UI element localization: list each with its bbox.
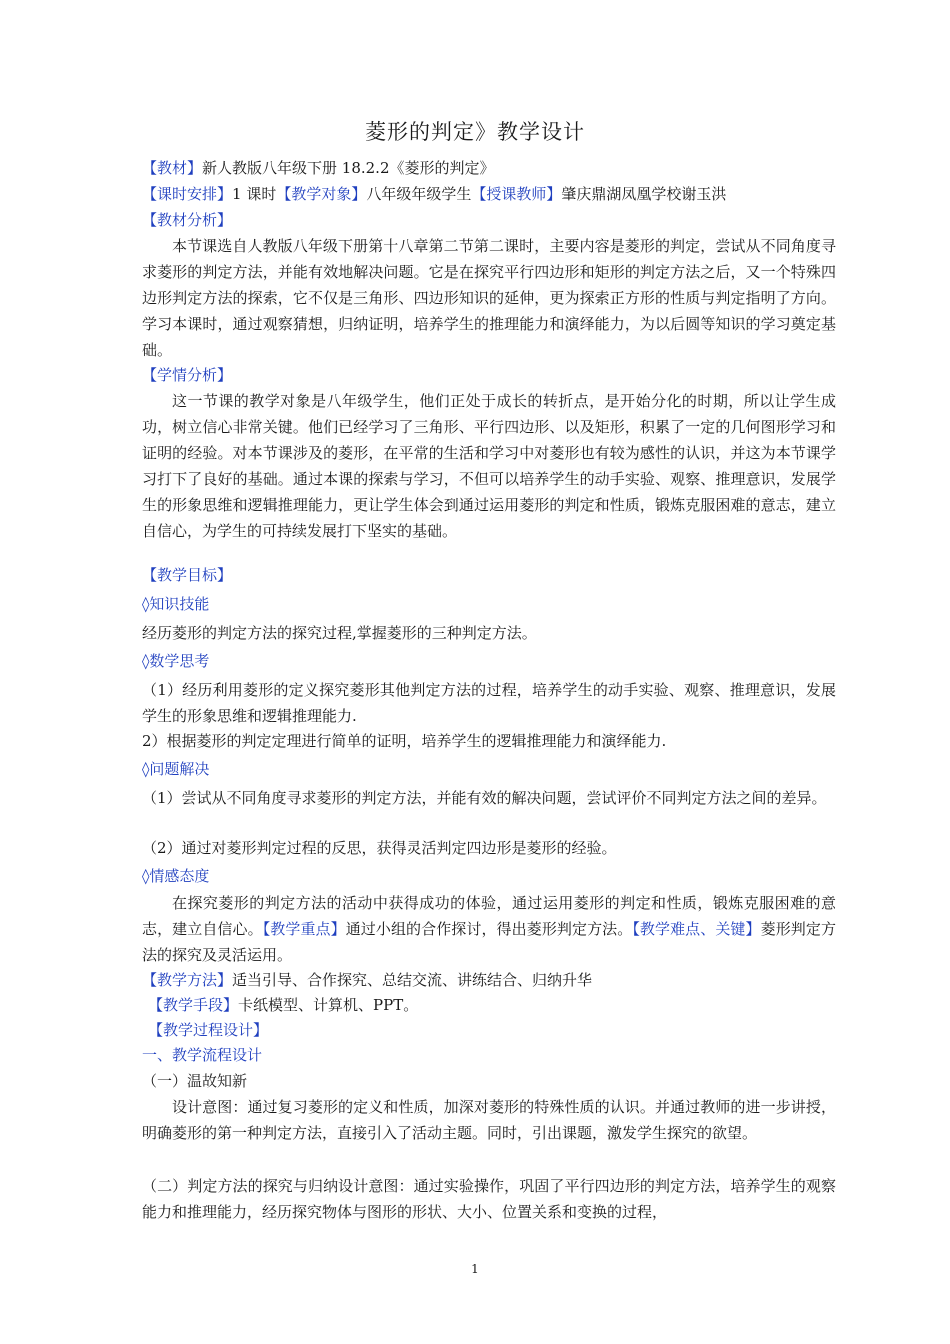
analysis-paragraph: 本节课选自人教版八年级下册第十八章第二节第二课时，主要内容是菱形的判定，尝试从不同角度寻求菱形的判定方法，并能有效地解决问题。它是在探究平行四边形和矩形的判定方法之后，又一个特殊四边形判定方法的探索，它不仅是三角形、四边形知识的延伸，更为探索正方形的性质与判定指明了方向。学习本课时，通过观察猜想，归纳证明，培养学生的推理能力和演绎能力，为以后圆等知识的学习奠定基础。 (142, 237, 836, 359)
schedule-label: 【课时安排】 (142, 185, 233, 203)
knowledge-text: 经历菱形的判定方法的探究过程,掌握菱形的三种判定方法。 (142, 624, 537, 642)
key-point-label: 【教学重点】 (262, 920, 346, 938)
attitude-heading: ◊情感态度 (142, 867, 210, 885)
flow-heading: 一、教学流程设计 (142, 1046, 263, 1064)
attitude-paragraph (142, 890, 836, 968)
method-label: 【教学方法】 (142, 971, 233, 989)
schedule-text: 1 课时 (232, 185, 277, 203)
goals-heading: 【教学目标】 (142, 566, 233, 584)
problem-item-1: （1）尝试从不同角度寻求菱形的判定方法，并能有效的解决问题，尝试评价不同判定方法之间的差异。 (142, 789, 827, 807)
material-text: 新人教版八年级下册 18.2.2《菱形的判定》 (202, 159, 495, 177)
thinking-heading: ◊数学思考 (142, 652, 210, 670)
material-line (142, 155, 836, 181)
schedule-line (142, 181, 836, 207)
students-paragraph: 这一节课的教学对象是八年级学生，他们正处于成长的转折点，是开始分化的时期，所以让学生成功，树立信心非常关键。他们已经学习了三角形、平行四边形、以及矩形，积累了一定的几何图形学习和证明的经验。对本节课涉及的菱形，在平常的生活和学习中对菱形也有较为感性的认识，并这为本节课学习打下了良好的基础。通过本课的探索与学习，不但可以培养学生的动手实验、观察、推理意识，发展学生的形象思维和逻辑推理能力，更让学生体会到通过运用菱形的判定和性质，锻炼克服困难的意志，建立自信心，为学生的可持续发展打下坚实的基础。 (142, 392, 836, 540)
difficulty-label: 【教学难点、关键】 (632, 920, 761, 938)
process-heading: 【教学过程设计】 (148, 1021, 269, 1039)
difficulty-text: 菱形判定方法的探究及灵活运用。 (142, 920, 836, 964)
step-1-heading: （一）温故知新 (142, 1072, 248, 1090)
page-number: 1 (471, 1262, 479, 1276)
thinking-item-2: 2）根据菱形的判定定理进行简单的证明，培养学生的逻辑推理能力和演绎能力. (142, 732, 667, 750)
problem-heading: ◊问题解决 (142, 760, 210, 778)
audience-label: 【教学对象】 (276, 185, 367, 203)
problem-item-2: （2）通过对菱形判定过程的反思，获得灵活判定四边形是菱形的经验。 (142, 839, 617, 857)
students-heading: 【学情分析】 (142, 366, 233, 384)
teacher-text: 肇庆鼎湖凤凰学校谢玉洪 (561, 185, 727, 203)
method-text: 适当引导、合作探究、总结交流、讲练结合、归纳升华 (232, 971, 593, 989)
audience-text: 八年级年级学生 (366, 185, 472, 203)
step-1-paragraph: 设计意图：通过复习菱形的定义和性质，加深对菱形的特殊性质的认识。并通过教师的进一步讲授，明确菱形的第一种判定方法，直接引入了活动主题。同时，引出课题，激发学生探究的欲望。 (142, 1098, 836, 1142)
analysis-heading: 【教材分析】 (142, 211, 233, 229)
thinking-item-1: （1）经历利用菱形的定义探究菱形其他判定方法的过程，培养学生的动手实验、观察、推理意识，发展学生的形象思维和逻辑推理能力. (142, 681, 836, 725)
attitude-text: 在探究菱形的判定方法的活动中获得成功的体验，通过运用菱形的判定和性质，锻炼克服困难的意志，建立自信心。 (142, 894, 836, 938)
method-line (142, 967, 836, 993)
tools-line (148, 992, 842, 1018)
tools-text: 卡纸模型、计算机、PPT。 (238, 996, 419, 1014)
tools-label: 【教学手段】 (148, 996, 239, 1014)
material-label: 【教材】 (142, 159, 203, 177)
key-point-text: 通过小组的合作探讨，得出菱形判定方法。 (345, 920, 633, 938)
teacher-label: 【授课教师】 (471, 185, 562, 203)
document-title: 菱形的判定》教学设计 (365, 120, 585, 144)
knowledge-heading: ◊知识技能 (142, 595, 210, 613)
step-2-paragraph: （二）判定方法的探究与归纳设计意图：通过实验操作，巩固了平行四边形的判定方法，培养学生的观察能力和推理能力，经历探究物体与图形的形状、大小、位置关系和变换的过程， (142, 1177, 836, 1221)
